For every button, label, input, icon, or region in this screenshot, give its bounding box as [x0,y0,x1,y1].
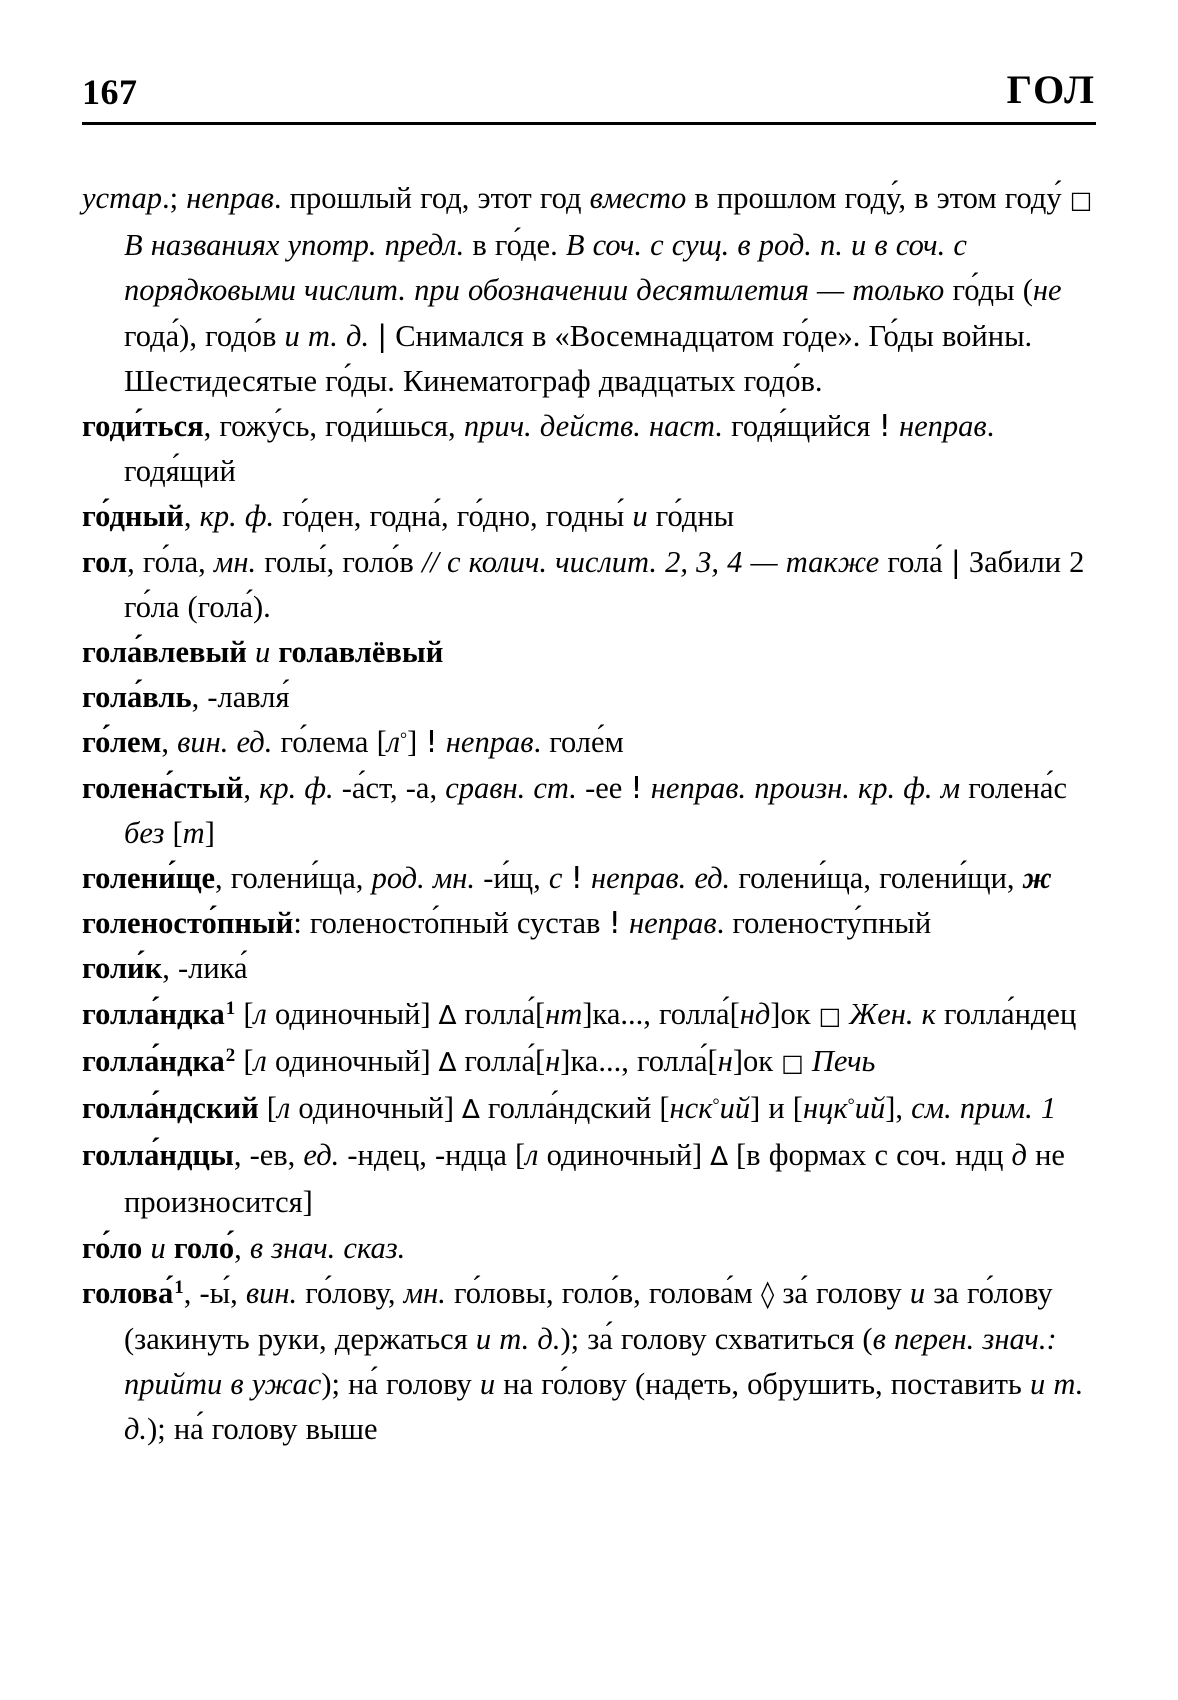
headword: гола́вль [82,680,192,715]
dictionary-entry-godnyj: го́дный, кр. ф. го́ден, годна́, го́дно, годны́ и го́дны [82,499,735,534]
headword: го́лем [82,725,162,760]
dictionary-entry-golenastyj: голена́стый, кр. ф. -а́ст, -а, сравн. ст. -ее ! неправ. произн. кр. ф. м голена́с без [т] [82,770,1067,850]
square-symbol-icon: □ [818,1001,842,1030]
triangle-symbol-icon: ∆ [710,1142,728,1173]
homograph-superscript: 1 [225,997,236,1019]
square-symbol-icon: □ [781,1048,804,1077]
headword: голла́ндский [82,1091,259,1126]
headword: голла́ндка$^1$ [82,996,236,1031]
headword: голеносто́пный [82,906,294,941]
dictionary-entry-golo: го́ло и голо́, в знач. сказ. [82,1230,406,1265]
dictionary-entry-golova-1: голова́$^1$, -ы́, вин. го́лову, мн. го́ловы, голо́в, голова́м ◊ за́ голову и за го́лову (закинуть руки, держаться и т. д.); за́ голову схватиться (в перен. знач.: прийти в ужас); на́ голову и на го́лову (надеть, обрушить, поставить и т. д.); на́ голову выше [82,1275,1084,1447]
warning-mark-icon: ! [425,725,438,761]
triangle-symbol-icon: ∆ [462,1095,480,1126]
headword: голи́к [82,951,163,986]
headword: голени́ще [82,861,216,896]
warning-mark-icon: ! [608,906,621,942]
running-head-word: ГОЛ [1006,67,1096,112]
headword: годи́ться [82,409,204,444]
headword: го́дный [82,499,184,534]
page-number: 167 [82,72,138,112]
dictionary-entry-god-runover: устар.; неправ. прошлый год, этот год вместо в прошлом году́, в этом году́ □ В названиях употр. предл. в го́де. В соч. с сущ. в род. п. и в соч. с порядковыми числит. при обозначении десятилетия — только го́ды (не года́), годо́в и т. д. | Снимался в «Восемнадцатом го́де». Го́ды войны. Шестидесятые го́ды. Кинематограф двадцатых годо́в. [82,181,1093,398]
dictionary-entry-golik: голи́к, -лика́ [82,951,248,986]
headword: голена́стый [82,770,244,805]
dictionary-entry-gol: гол, го́ла, мн. голы́, голо́в // с колич. числит. 2, 3, 4 — также гола́ | Забили 2 го́ла (гола́). [82,544,1085,624]
vertical-bar-symbol-icon: | [377,318,388,353]
dictionary-entry-gollandka-2: голла́ндка$^2$ [л одиночный] ∆ голла́[н]ка..., голла́[н]ок □ Печь [82,1043,876,1078]
dictionary-entry-gollandcy: голла́ндцы, -ев, ед. -ндец, -ндца [л одиночный] ∆ [в формах с соч. ндц д не произносится] [82,1138,1065,1220]
warning-mark-icon: ! [570,861,583,897]
headword: голова́$^1$ [82,1275,184,1310]
entry-list [82,176,1100,1453]
triangle-symbol-icon: ∆ [438,1000,457,1031]
vertical-bar-symbol-icon: | [950,544,961,579]
headword: гол [82,544,128,579]
homograph-superscript: 1 [174,1277,184,1299]
dictionary-entry-golenostopnyj: голеносто́пный: голеносто́пный сустав ! неправ. голеносту́пный [82,906,932,942]
headword: го́ло [82,1230,143,1265]
header-divider-rule [82,122,1096,125]
warning-mark-icon: ! [630,770,643,806]
dictionary-entry-golavlevyj: гола́влевый и голавлёвый [82,635,444,670]
dictionary-entry-golenishche: голени́ще, голени́ща, род. мн. -и́щ, с ! неправ. ед. голени́ща, голени́щи, ж [82,861,1052,897]
dictionary-entry-gollandka-1: голла́ндка$^1$ [л одиночный] ∆ голла́[нт]ка..., голла́[нд]ок □ Жен. к голла́ндец [82,996,1077,1031]
headword: голла́ндцы [82,1138,234,1173]
square-symbol-icon: □ [1069,186,1093,214]
dictionary-entry-golavl: гола́вль, -лавля́ [82,680,290,715]
dictionary-entry-gollandskij: голла́ндский [л одиночный] ∆ голла́ндский [нск°ий] и [нцк°ий], см. прим. 1 [82,1091,1057,1126]
dictionary-entry-golem: го́лем, вин. ед. го́лема [л°] ! неправ. голе́м [82,725,624,761]
homograph-superscript: 2 [225,1045,236,1067]
lozenge-symbol-icon: ◊ [760,1278,775,1310]
triangle-symbol-icon: ∆ [438,1047,457,1078]
dictionary-entry-goditsya: годи́ться, гожу́сь, годи́шься, прич. действ. наст. годя́щийся ! неправ. годя́щий [82,409,995,489]
warning-mark-icon: ! [878,409,891,445]
headword: гола́влевый [82,635,247,670]
headword: голла́ндка$^2$ [82,1043,236,1078]
running-head [82,67,1096,112]
